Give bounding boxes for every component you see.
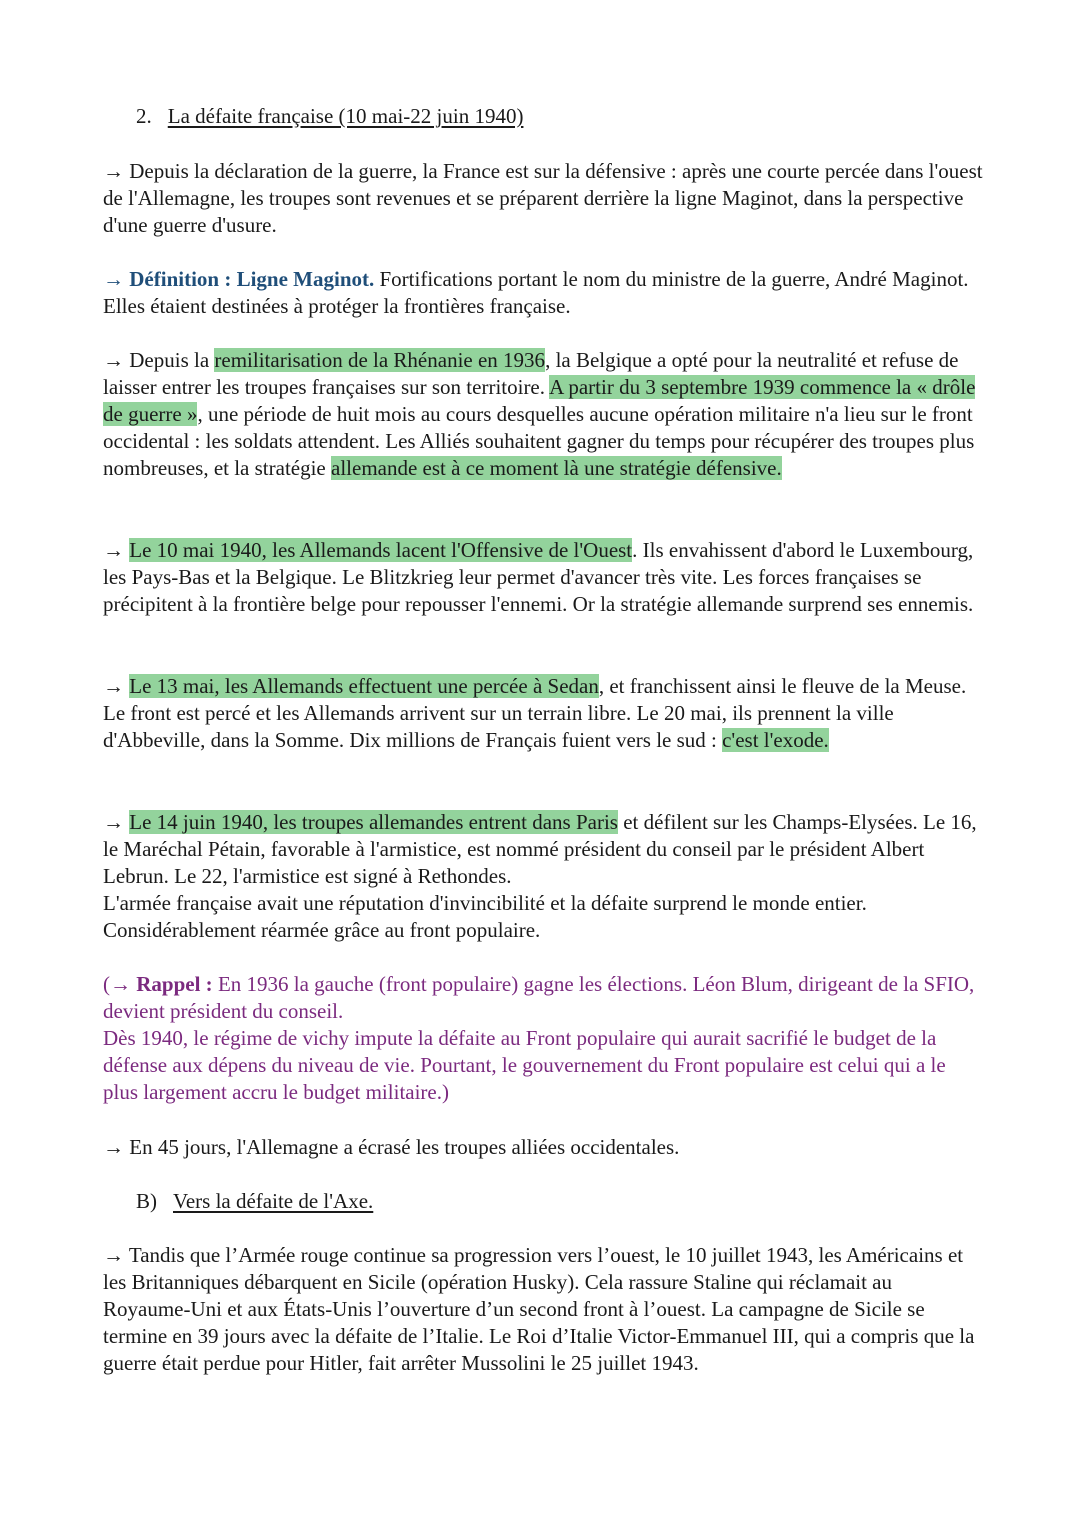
highlighted-text: Le 14 juin 1940, les troupes allemandes entrent dans Paris	[129, 810, 618, 834]
paragraph-text: Depuis la déclaration de la guerre, la France est sur la défensive : après une courte percée dans l'ouest de l'Allemagne, les troupes sont revenues et se préparent derrière la ligne Maginot, dans la perspective d'une guerre d'usure.	[103, 159, 983, 237]
paragraph-defensive	[103, 158, 983, 239]
paragraph-text: , la Belgique a opté pour la neutralité et refuse de laisser entrer les troupes françaises sur son territoire.	[103, 348, 959, 399]
highlighted-text: remilitarisation de la Rhénanie en 1936	[214, 348, 546, 372]
paragraph-text: Tandis que l’Armée rouge continue sa progression vers l’ouest, le 10 juillet 1943, les Américains et les Britanniques débarquent en Sicile (opération Husky). Cela rassure Staline qui réclamait au Royaume-Uni et aux États-Unis l’ouverture d’un second front à l’ouest. La campagne de Sicile se termine en 39 jours avec la défaite de l’Italie. Le Roi d’Italie Victor-Emmanuel III, qui a compris que la guerre était perdue pour Hitler, fait arrêter Mussolini le 25 juillet 1943.	[103, 1243, 975, 1375]
section-heading-b	[136, 1188, 373, 1215]
paragraph-drole-de-guerre	[103, 347, 983, 482]
highlighted-text: Le 13 mai, les Allemands effectuent une percée à Sedan	[129, 674, 599, 698]
arrow-icon: →	[103, 348, 124, 372]
definition-text: Fortifications portant le nom du ministre de la guerre, André Maginot. Elles étaient destinées à protéger la frontières française.	[103, 267, 969, 318]
recall-text: En 1936 la gauche (front populaire) gagne les élections. Léon Blum, dirigeant de la SFIO, devient président du conseil.	[103, 972, 975, 1023]
highlighted-text: Le 10 mai 1940, les Allemands lacent l'Offensive de l'Ouest	[129, 538, 633, 562]
highlighted-text: A partir du 3 septembre 1939 commence la « drôle de guerre »	[103, 375, 976, 426]
highlighted-text: c'est l'exode.	[722, 728, 829, 752]
paragraph-recall	[103, 971, 983, 1106]
paragraph-text: , une période de huit mois au cours desquelles aucune opération militaire n'a lieu sur le front occidental : les soldats attendent. Les Alliés souhaitent gagner du temps pour récupérer des troupes plus nombreuses, et la stratégie	[103, 402, 975, 480]
paren-open: (	[103, 972, 110, 996]
paragraph-definition	[103, 266, 983, 320]
paragraph-text: L'armée française avait une réputation d'invincibilité et la défaite surprend le monde entier. Considérablement réarmée grâce au front populaire.	[103, 891, 867, 942]
recall-term: Rappel :	[136, 972, 213, 996]
arrow-icon: →	[110, 972, 131, 996]
section-heading-2	[136, 103, 523, 130]
paragraph-sedan	[103, 673, 983, 754]
section-number: 2.	[136, 104, 152, 128]
paragraph-sicily	[103, 1242, 983, 1377]
arrow-icon: →	[103, 810, 124, 834]
arrow-icon: →	[103, 1135, 124, 1159]
arrow-icon: →	[103, 674, 124, 698]
paragraph-text: En 45 jours, l'Allemagne a écrasé les troupes alliées occidentales.	[129, 1135, 680, 1159]
highlighted-text: allemande est à ce moment là une stratégie défensive.	[331, 456, 782, 480]
arrow-icon: →	[103, 1243, 124, 1267]
arrow-icon: →	[103, 538, 124, 562]
section-title: Vers la défaite de l'Axe.	[173, 1189, 374, 1213]
arrow-icon: →	[103, 159, 124, 183]
recall-text: Dès 1940, le régime de vichy impute la défaite au Front populaire qui aurait sacrifié le budget de la défense aux dépens du niveau de vie. Pourtant, le gouvernement du Front populaire est celui qui a le plus largement accru le budget militaire.)	[103, 1026, 946, 1104]
paragraph-text: . Ils envahissent d'abord le Luxembourg, les Pays-Bas et la Belgique. Le Blitzkrieg leur permet d'avancer très vite. Les forces françaises se précipitent à la frontière belge pour repousser l'ennemi. Or la stratégie allemande surprend ses ennemis.	[103, 538, 974, 616]
paragraph-45-days	[103, 1134, 983, 1161]
paragraph-offensive	[103, 537, 983, 618]
section-number: B)	[136, 1189, 157, 1213]
arrow-icon: →	[103, 267, 124, 291]
paragraph-text: , et franchissent ainsi le fleuve de la Meuse. Le front est percé et les Allemands arrivent sur un terrain libre. Le 20 mai, ils prennent la ville d'Abbeville, dans la Somme. Dix millions de Français fuient vers le sud :	[103, 674, 967, 752]
paragraph-text: Depuis la	[129, 348, 210, 372]
paragraph-paris	[103, 809, 983, 944]
section-title: La défaite française (10 mai-22 juin 1940)	[167, 104, 524, 128]
definition-term: Définition : Ligne Maginot.	[129, 267, 375, 291]
paragraph-text: et défilent sur les Champs-Elysées. Le 16, le Maréchal Pétain, favorable à l'armistice, est nommé président du conseil par le président Albert Lebrun. Le 22, l'armistice est signé à Rethondes.	[103, 810, 977, 888]
